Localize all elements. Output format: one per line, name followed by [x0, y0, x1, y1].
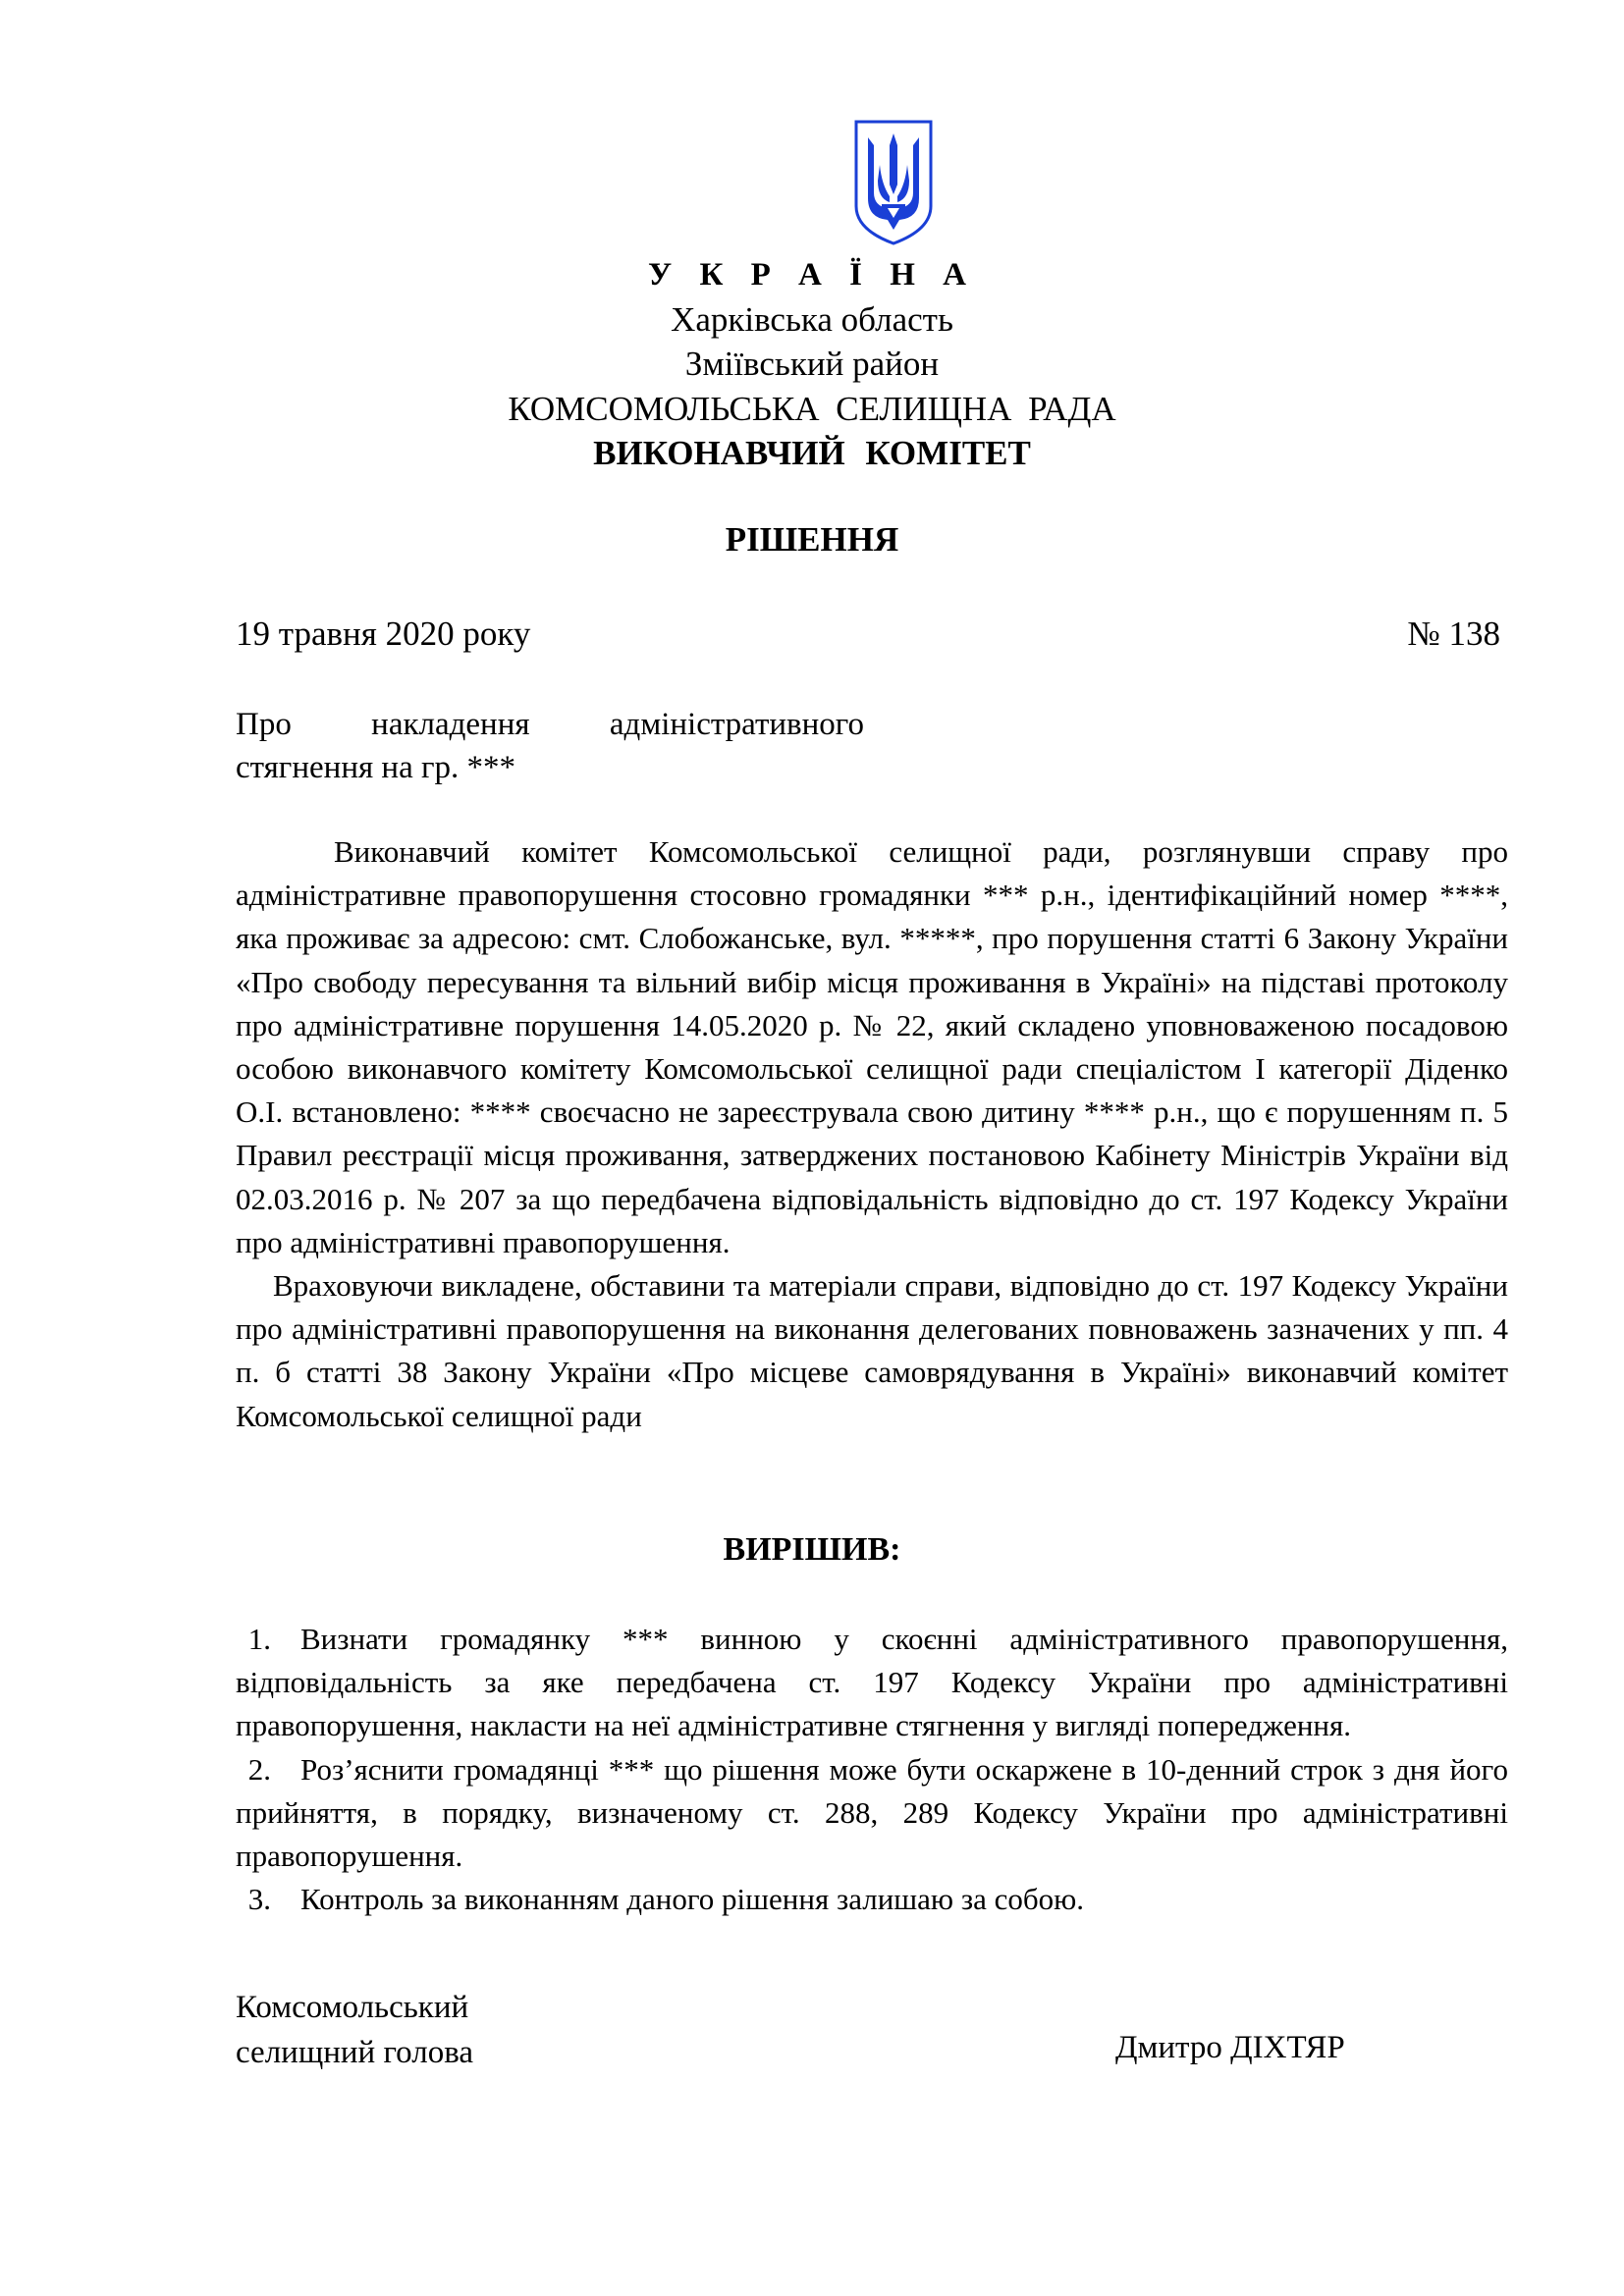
position-line-1: Комсомольський: [236, 1990, 469, 2025]
item-text: Роз’яснити громадянці *** що рішення може бути оскаржене в 10-денний строк з дня його прийняття, в порядку, визначеному ст. 288, 289 Кодексу України про адміністративні правопорушення.: [236, 1751, 1508, 1874]
item-number: 1.: [247, 1622, 271, 1656]
country-heading: У К Р А Ї Н А: [648, 257, 976, 293]
decision-body: [236, 830, 1508, 1438]
body-paragraph-1: Виконавчий комітет Комсомольської селищної ради, розглянувши справу про адміністративне правопорушення стосовно громадянки *** р.н., ідентифікаційний номер ****, яка проживає за адресою: смт. Слобожанське, вул. *****, про порушення статті 6 Закону України «Про свободу пересування та вільний вибір місця проживання в Україні» на підставі протоколу про адміністративне порушення 14.05.2020 р. № 22, який складено уповноваженою посадовою особою виконавчого комітету Комсомольської селищної ради спеціалістом І категорії Діденко О.І. встановлено: **** своєчасно не зареєструвала свою дитину **** р.н., що є порушенням п. 5 Правил реєстрації місця проживання, затверджених постановою Кабінету Міністрів України від 02.03.2016 р. № 207 за що передбачена відповідальність відповідно до ст. 197 Кодексу України про адміністративні правопорушення.: [236, 834, 1508, 1259]
item-number: 2.: [247, 1751, 271, 1787]
raion-line: Зміївський район: [684, 345, 940, 383]
resolved-heading: ВИРІШИВ:: [723, 1531, 901, 1568]
item-text: Контроль за виконанням даного рішення залишаю за собою.: [300, 1882, 1085, 1917]
decision-subject: [236, 703, 864, 789]
resolution-item: [236, 1878, 1508, 1921]
subject-line-1: Про накладення адміністративного: [236, 707, 864, 742]
resolution-item: [236, 1748, 1508, 1879]
committee-line: ВИКОНАВЧИЙ КОМІТЕТ: [593, 434, 1031, 472]
resolution-item: [236, 1618, 1508, 1748]
signatory-position: [236, 1985, 473, 2075]
decision-date: 19 травня 2020 року: [236, 614, 531, 653]
body-paragraph-2: Враховуючи викладене, обставини та матеріали справи, відповідно до ст. 197 Кодексу України про адміністративні правопорушення на виконання делегованих повноважень зазначених у пп. 4 п. б статті 38 Закону України «Про місцеве самоврядування в Україні» виконавчий комітет Комсомольської селищної ради: [236, 1268, 1508, 1433]
decision-number: № 138: [1407, 614, 1500, 653]
subject-line-2: стягнення на гр. ***: [236, 750, 515, 785]
trident-emblem-icon: [848, 116, 939, 247]
item-number: 3.: [247, 1882, 271, 1917]
signatory-name: Дмитро ДІХТЯР: [1115, 2030, 1345, 2065]
document-type-heading: РІШЕННЯ: [725, 520, 899, 559]
oblast-line: Харківська область: [671, 300, 953, 339]
council-line: КОМСОМОЛЬСЬКА СЕЛИЩНА РАДА: [508, 390, 1116, 428]
resolution-items: [236, 1618, 1508, 1921]
position-line-2: селищний голова: [236, 2035, 474, 2070]
item-text: Визнати громадянку *** винною у скоєнні адміністративного правопорушення, відповідальність за яке передбачена ст. 197 Кодексу України про адміністративні правопорушення, накласти на неї адміністративне стягнення у вигляді попередження.: [236, 1622, 1508, 1743]
